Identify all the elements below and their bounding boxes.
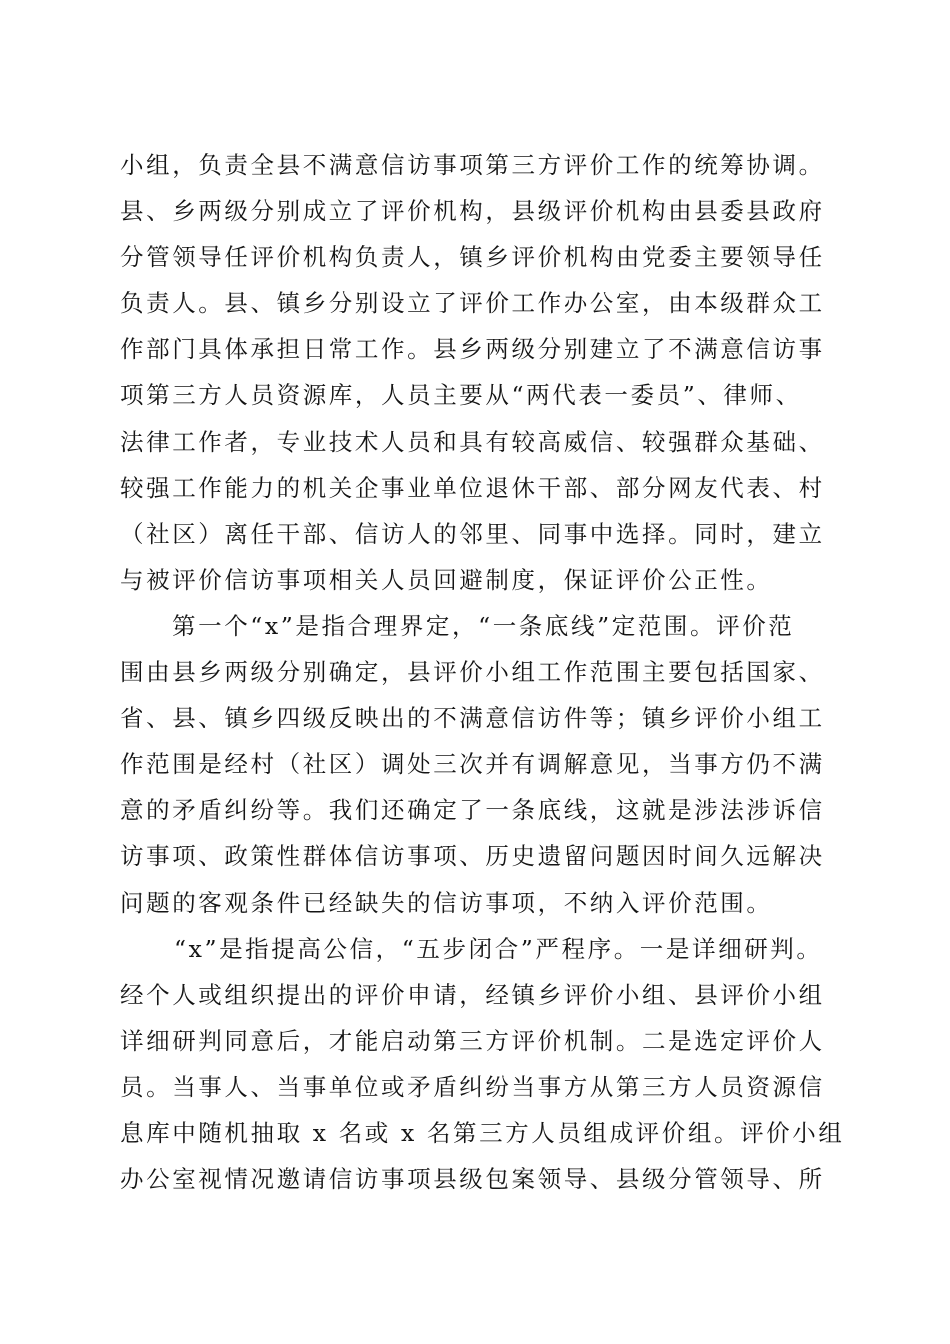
text-line: 息库中随机抽取 x 名或 x 名第三方人员组成评价组。评价小组 [120, 1118, 845, 1147]
text-line: 与被评价信访事项相关人员回避制度，保证评价公正性。 [120, 565, 773, 594]
text-line: 县、乡两级分别成立了评价机构，县级评价机构由县委县政府 [120, 197, 825, 226]
text-line: 意的矛盾纠纷等。我们还确定了一条底线，这就是涉法涉诉信 [120, 796, 825, 825]
text-line: 法律工作者，专业技术人员和具有较高威信、较强群众基础、 [120, 427, 825, 456]
text-line: 作范围是经村（社区）调处三次并有调解意见，当事方仍不满 [120, 750, 825, 779]
text-line: 小组，负责全县不满意信访事项第三方评价工作的统筹协调。 [120, 151, 825, 179]
text-line: 分管领导任评价机构负责人，镇乡评价机构由党委主要领导任 [120, 243, 825, 272]
text-line: 围由县乡两级分别确定，县评价小组工作范围主要包括国家、 [120, 658, 825, 687]
text-line: 省、县、镇乡四级反映出的不满意信访件等；镇乡评价小组工 [120, 704, 825, 733]
text-line: 问题的客观条件已经缺失的信访事项，不纳入评价范围。 [120, 888, 773, 917]
text-line: 项第三方人员资源库，人员主要从“两代表一委员”、律师、 [120, 381, 802, 410]
text-line: （社区）离任干部、信访人的邻里、同事中选择。同时，建立 [120, 519, 825, 548]
text-line: 作部门具体承担日常工作。县乡两级分别建立了不满意信访事 [120, 335, 825, 364]
text-line: 访事项、政策性群体信访事项、历史遗留问题因时间久远解决 [120, 842, 825, 871]
text-line: 员。当事人、当事单位或矛盾纠纷当事方从第三方人员资源信 [120, 1072, 825, 1101]
paragraph-first-line: 第一个“x”是指合理界定，“一条底线”定范围。评价范 [172, 611, 795, 640]
document-body [120, 142, 845, 1202]
text-line: 办公室视情况邀请信访事项县级包案领导、县级分管领导、所 [120, 1165, 825, 1194]
text-line: 负责人。县、镇乡分别设立了评价工作办公室，由本级群众工 [120, 289, 825, 318]
text-line: 详细研判同意后，才能启动第三方评价机制。二是选定评价人 [120, 1026, 825, 1055]
paragraph-first-line: “x”是指提高公信，“五步闭合”严程序。一是详细研判。 [174, 934, 823, 963]
text-line: 较强工作能力的机关企事业单位退休干部、部分网友代表、村 [120, 473, 825, 502]
text-line: 经个人或组织提出的评价申请，经镇乡评价小组、县评价小组 [120, 980, 825, 1009]
